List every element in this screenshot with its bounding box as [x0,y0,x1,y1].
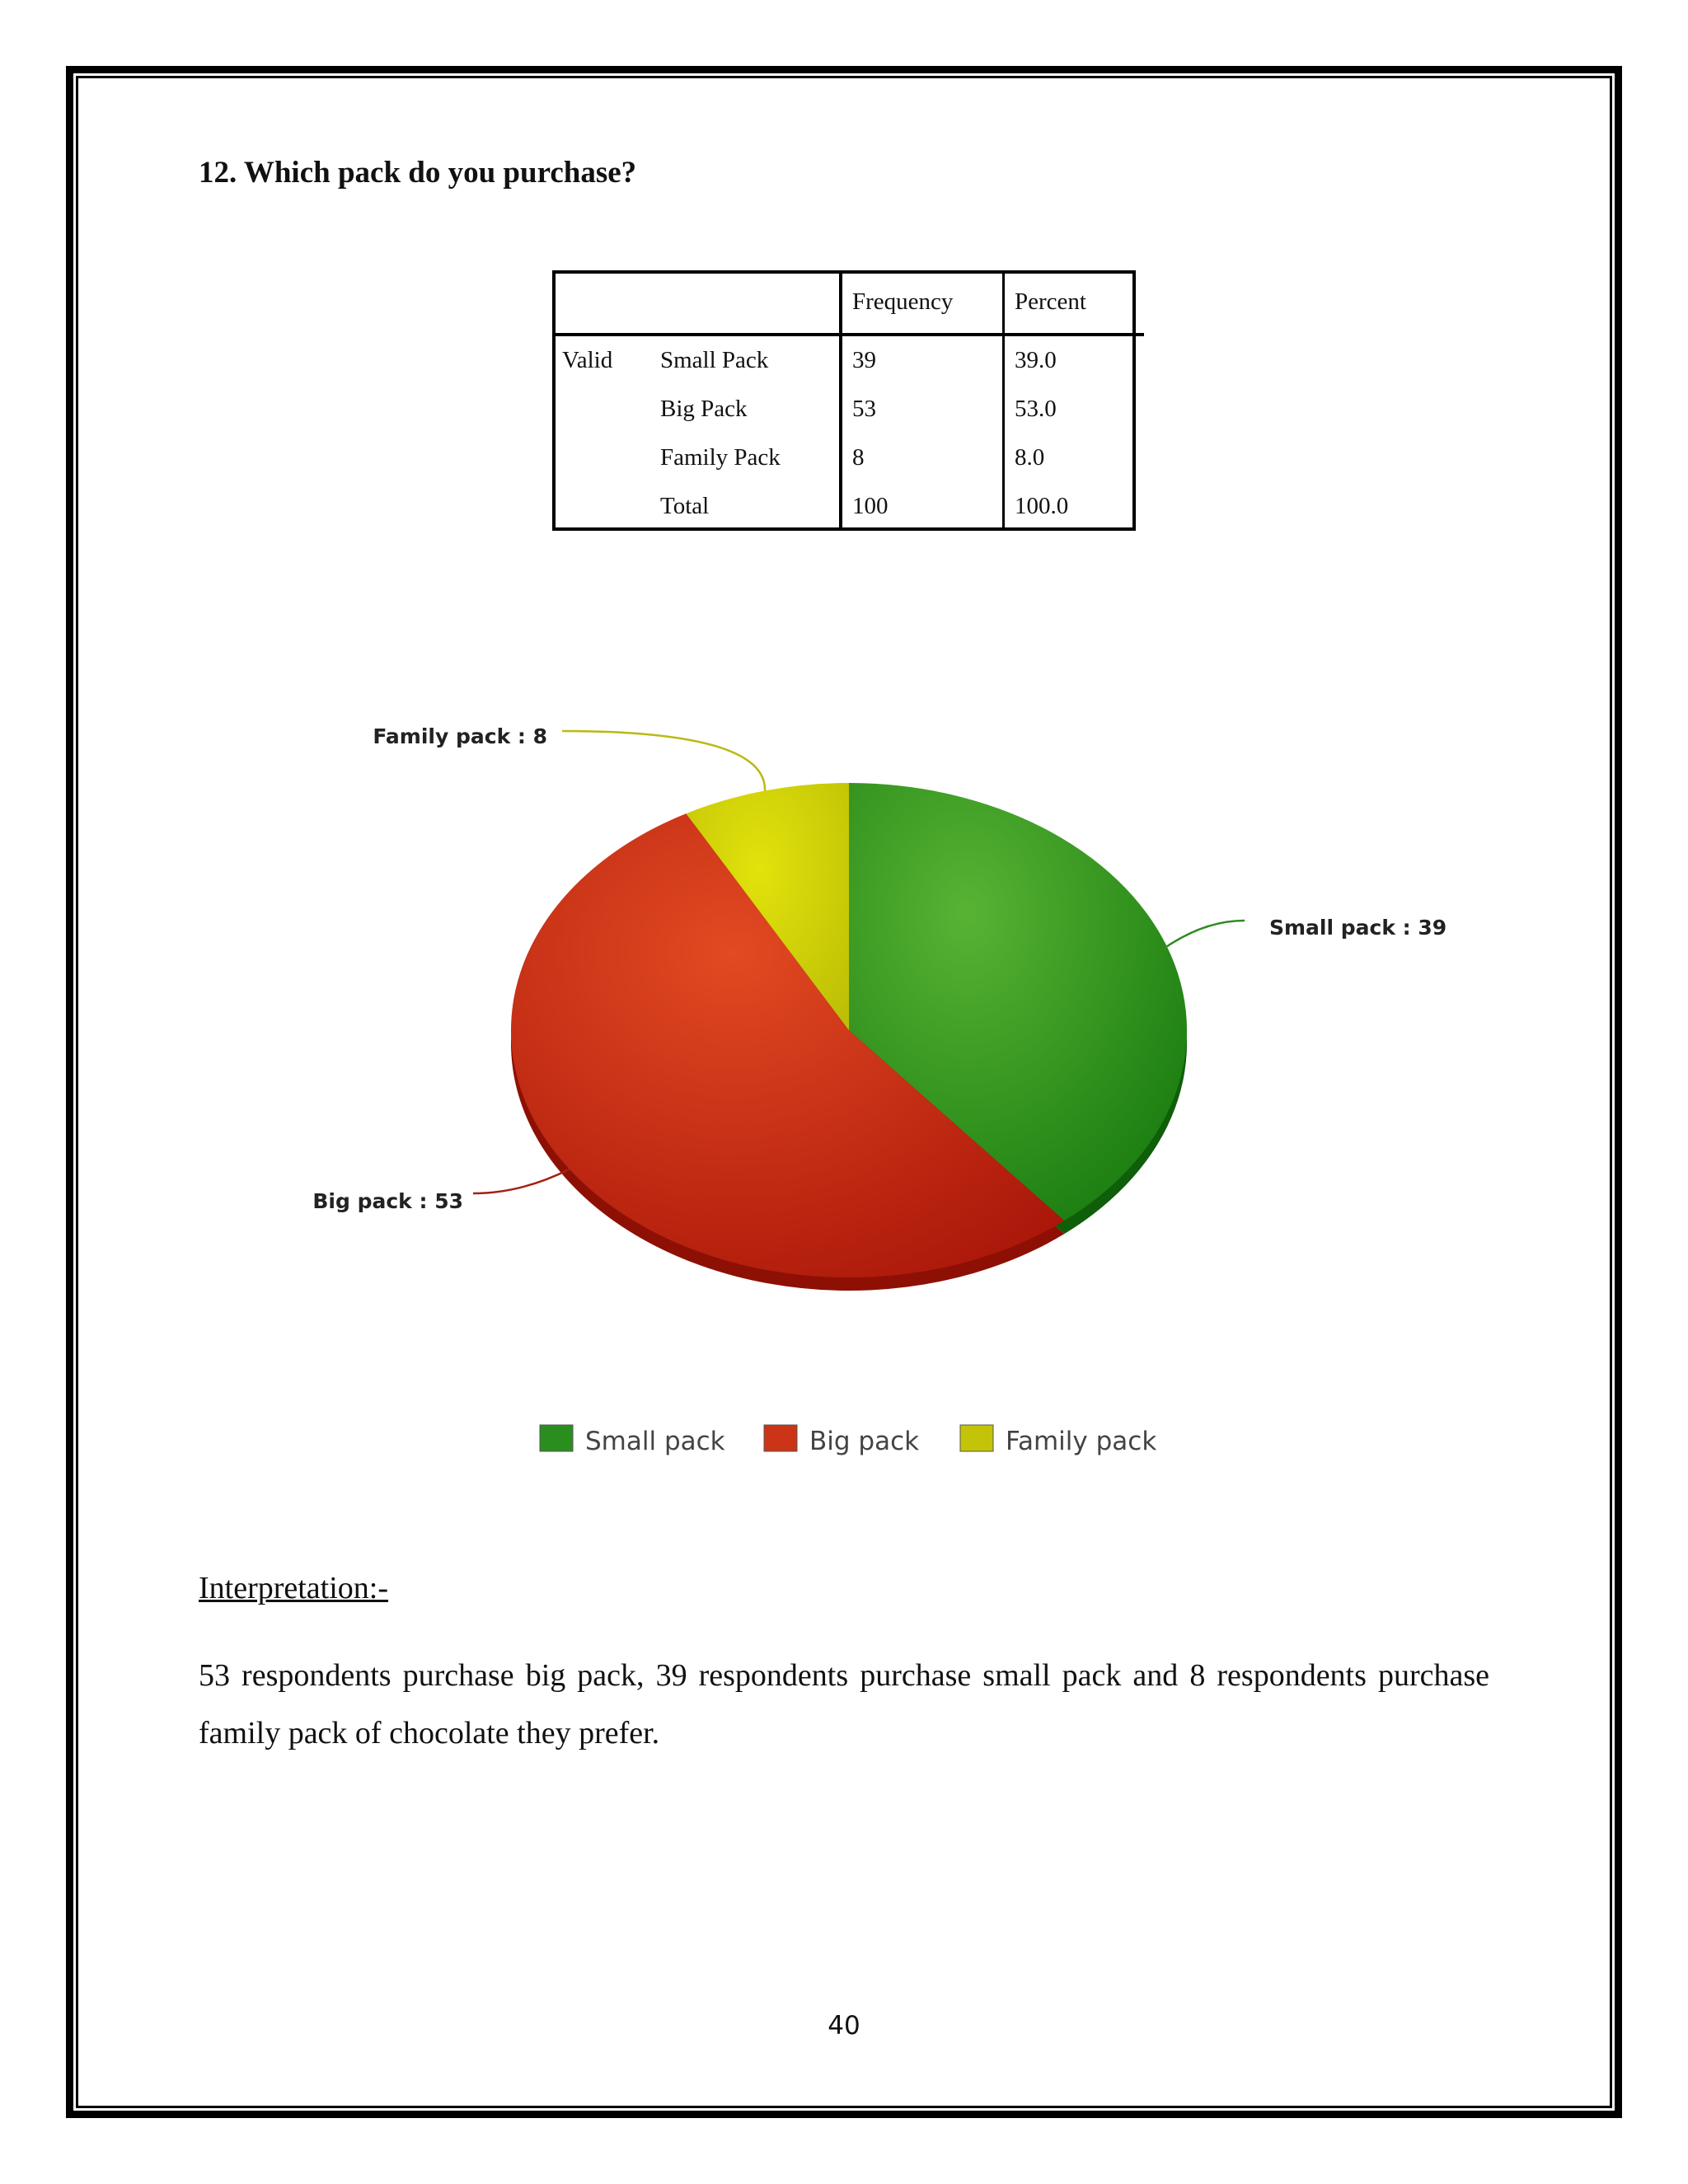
row-frequency: 100 [841,482,1004,531]
row-frequency: 53 [841,385,1004,434]
slice-label: Family pack : 8 [373,724,547,748]
row-label: Total [660,493,710,519]
slice-label: Big pack : 53 [312,1189,463,1213]
legend-label: Big pack [809,1427,920,1456]
legend-label: Family pack [1006,1427,1157,1456]
row-frequency: 39 [841,335,1004,385]
question-heading: 12. Which pack do you purchase? [199,156,637,190]
interpretation-title: Interpretation:- [199,1571,389,1605]
page-number: 40 [828,2011,860,2041]
row-label: Big Pack [660,396,748,422]
row-label: Family Pack [660,444,781,471]
leader-line [1167,921,1245,946]
legend-label: Small pack [585,1427,725,1456]
table-header-percent: Percent [1004,270,1145,335]
row-percent: 39.0 [1004,335,1145,385]
legend-swatch [960,1425,993,1451]
row-group: Valid [562,347,613,373]
chart-legend [540,1425,1156,1456]
leader-line [562,731,765,790]
slice-label: Small pack : 39 [1269,916,1447,940]
interpretation-body: 53 respondents purchase big pack, 39 respondents purchase small pack and 8 respondents purchase family pack of chocolate they prefer. [199,1658,1489,1750]
table-header-frequency: Frequency [841,270,1004,335]
row-percent: 100.0 [1004,482,1145,531]
row-percent: 53.0 [1004,385,1145,434]
legend-swatch [540,1425,573,1451]
legend-swatch [764,1425,797,1451]
leader-line [473,1169,570,1193]
row-percent: 8.0 [1004,434,1145,482]
row-label: Small Pack [660,347,769,373]
row-frequency: 8 [841,434,1004,482]
pie-slices [511,783,1187,1277]
